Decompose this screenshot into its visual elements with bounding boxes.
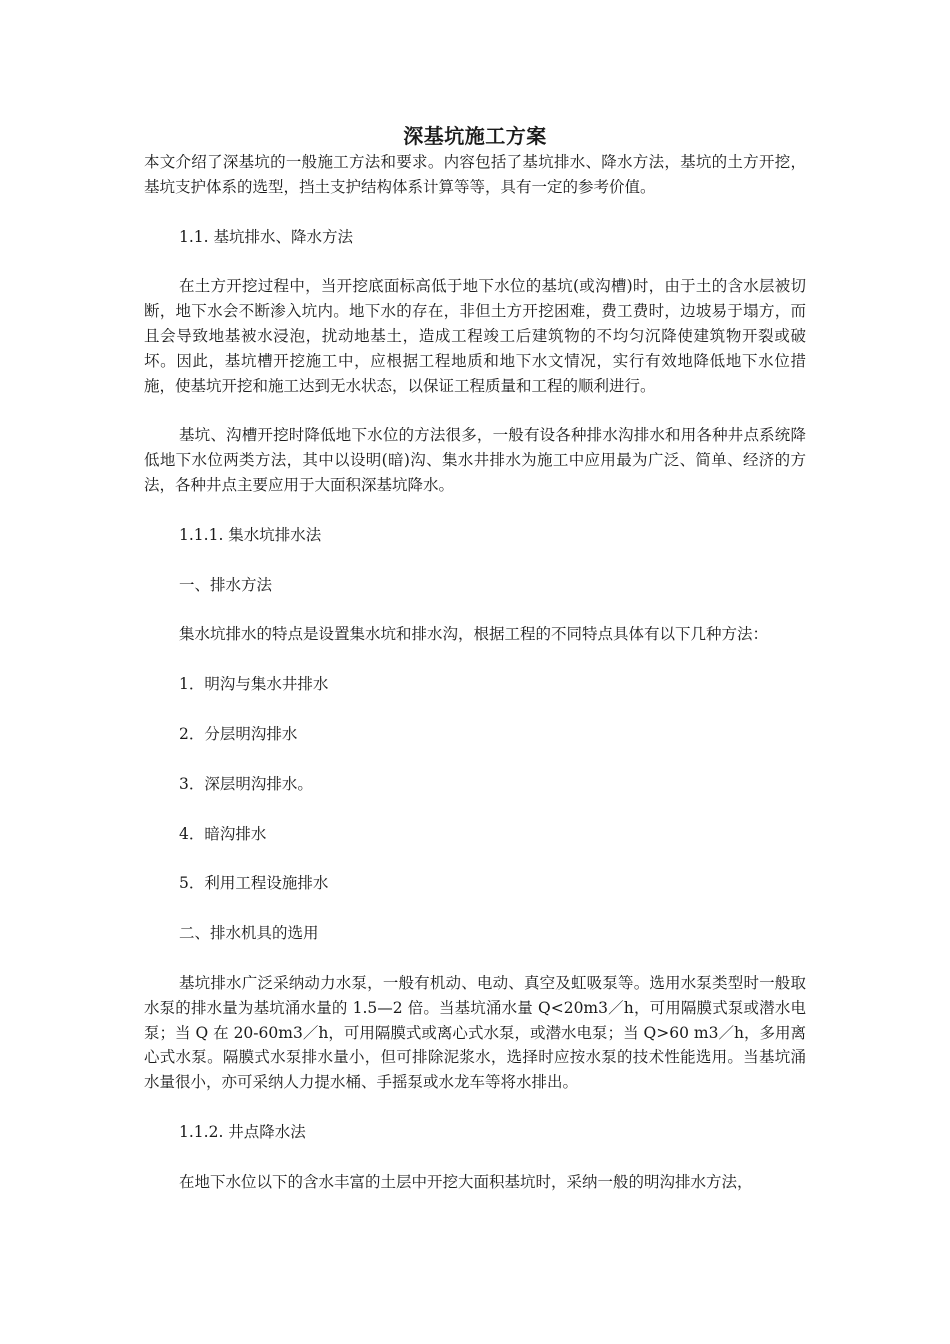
body-paragraph: 在地下水位以下的含水丰富的土层中开挖大面积基坑时，采纳一般的明沟排水方法，	[179, 1172, 753, 1191]
intro-paragraph: 本文介绍了深基坑的一般施工方法和要求。内容包括了基坑排水、降水方法，基坑的土方开挖，基坑支护体系的选型，挡土支护结构体系计算等等，具有一定的参考价值。	[144, 153, 806, 196]
subheading-pump-selection: 二、排水机具的选用	[179, 924, 319, 943]
list-item: 3．深层明沟排水。	[179, 774, 313, 793]
list-item: 4．暗沟排水	[179, 824, 267, 843]
list-item: 5．利用工程设施排水	[179, 874, 329, 893]
document-title: 深基坑施工方案	[403, 124, 547, 148]
subheading-drainage-method: 一、排水方法	[179, 575, 273, 594]
body-paragraph: 集水坑排水的特点是设置集水坑和排水沟，根据工程的不同特点具体有以下几种方法：	[179, 625, 769, 644]
body-paragraph: 基坑排水广泛采纳动力水泵，一般有机动、电动、真空及虹吸泵等。选用水泵类型时一般取水泵的排水量为基坑涌水量的 1.5—2 倍。当基坑涌水量 Q<20m3／h，可用隔膜式泵或潜水电泵；当 Q 在 20-60m3／h，可用隔膜式或离心式水泵，或潜水电泵；当 Q>60 m3／h，多用离心式水泵。隔膜式水泵排水量小，但可排除泥浆水，选择时应按水泵的技术性能选用。当基坑涌水量很小，亦可采纳人力提水桶、手摇泵或水龙车等将水排出。	[144, 973, 806, 1092]
section-heading-1-1-1: 1.1.1. 集水坑排水法	[179, 525, 322, 544]
list-item: 1．明沟与集水井排水	[179, 675, 329, 694]
document-page	[144, 122, 806, 1220]
section-heading-1-1: 1.1. 基坑排水、降水方法	[179, 227, 354, 246]
list-item: 2．分层明沟排水	[179, 724, 298, 743]
section-heading-1-1-2: 1.1.2. 井点降水法	[179, 1122, 306, 1141]
body-paragraph: 基坑、沟槽开挖时降低地下水位的方法很多，一般有设各种排水沟排水和用各种井点系统降低地下水位两类方法，其中以设明(暗)沟、集水井排水为施工中应用最为广泛、简单、经济的方法，各种井点主要应用于大面积深基坑降水。	[144, 426, 806, 494]
body-paragraph: 在土方开挖过程中，当开挖底面标高低于地下水位的基坑(或沟槽)时，由于土的含水层被切断，地下水会不断渗入坑内。地下水的存在，非但土方开挖困难，费工费时，边坡易于塌方，而且会导致地基被水浸泡，扰动地基土，造成工程竣工后建筑物的不均匀沉降使建筑物开裂或破坏。因此，基坑槽开挖施工中，应根据工程地质和地下水文情况，实行有效地降低地下水位措施，使基坑开挖和施工达到无水状态，以保证工程质量和工程的顺利进行。	[144, 277, 806, 395]
